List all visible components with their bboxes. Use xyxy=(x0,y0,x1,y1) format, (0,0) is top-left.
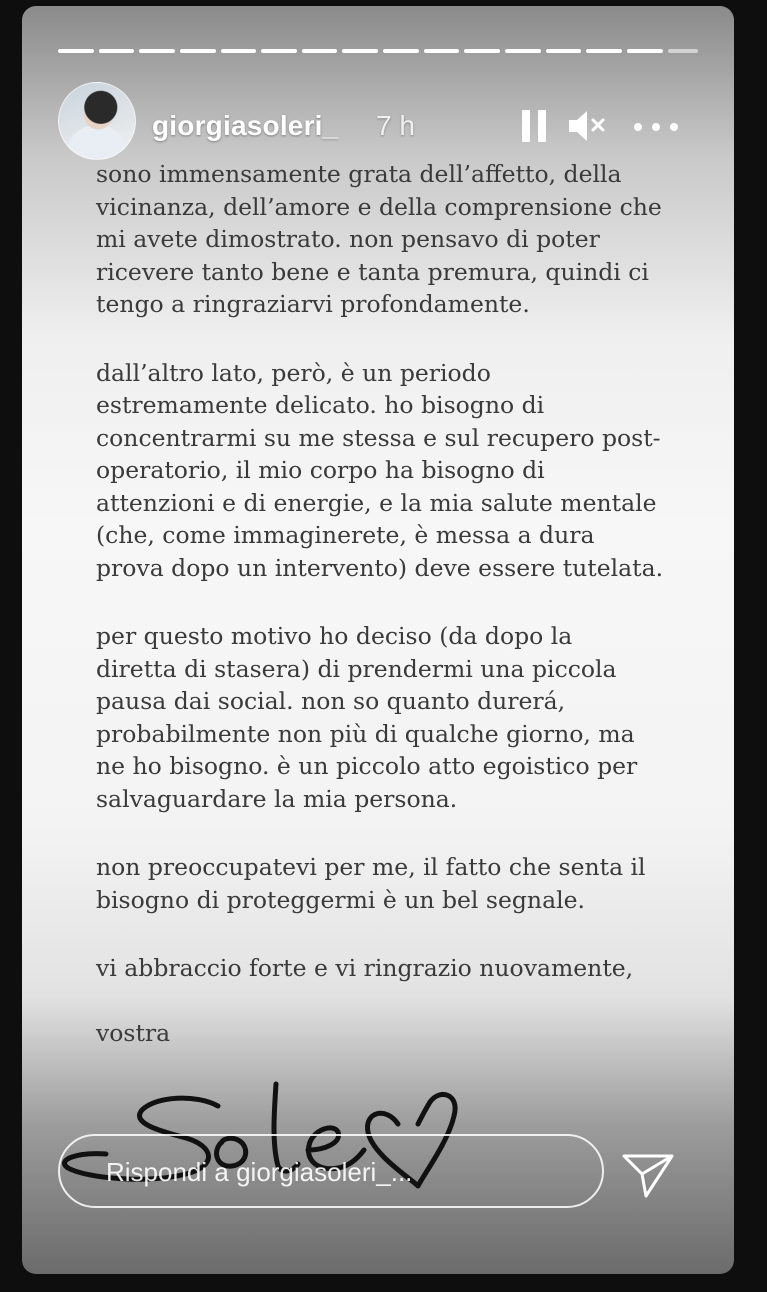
progress-segment xyxy=(546,49,582,53)
progress-segment xyxy=(221,49,257,53)
reply-input[interactable] xyxy=(106,1154,566,1190)
progress-segment xyxy=(58,49,94,53)
story-timestamp: 7 h xyxy=(376,110,415,141)
progress-segment xyxy=(302,49,338,53)
story-header xyxy=(58,82,708,168)
progress-segment xyxy=(180,49,216,53)
progress-segment xyxy=(424,49,460,53)
story-username[interactable]: giorgiasoleri_ xyxy=(152,110,339,141)
story-card[interactable] xyxy=(22,6,734,1274)
progress-segment xyxy=(586,49,622,53)
progress-segment xyxy=(505,49,541,53)
letter-closing: vi abbraccio forte e vi ringrazio nuovamente, xyxy=(96,954,634,982)
more-options-button[interactable] xyxy=(630,106,682,146)
mute-button[interactable] xyxy=(566,106,610,146)
progress-segment xyxy=(464,49,500,53)
progress-segment-current xyxy=(668,49,698,53)
send-icon xyxy=(618,1146,678,1202)
letter-sign-off: vostra xyxy=(96,1018,171,1047)
reply-field[interactable] xyxy=(58,1134,604,1208)
letter-paragraph: dall’altro lato, però, è un periodo estremamente delicato. ho bisogno di concentrarmi su me stessa e sul recupero post- operatorio, il mio corpo ha bisogno di attenzioni e di energie, e la mia salute mentale (che, come immaginerete, è messa a dura prova dopo un intervento) deve essere tutelata. xyxy=(96,358,664,582)
progress-segment xyxy=(99,49,135,53)
speaker-muted-icon xyxy=(566,106,610,146)
avatar[interactable] xyxy=(58,82,136,160)
progress-segment xyxy=(627,49,663,53)
send-button[interactable] xyxy=(618,1146,678,1202)
letter-paragraph: non preoccupatevi per me, il fatto che senta il bisogno di proteggermi è un bel segnale. xyxy=(96,853,646,914)
letter-paragraph: per questo motivo ho deciso (da dopo la diretta di stasera) di prendermi una piccola pausa dai social. non so quanto durerá, probabilmente non più di qualche giorno, ma ne ho bisogno. è un piccolo atto egoistico per salvaguardare la mia persona. xyxy=(96,622,638,813)
letter-paragraph: sono immensamente grata dell’affetto, della vicinanza, dell’amore e della comprensione che mi avete dimostrato. non pensavo di poter ricevere tanto bene e tanta premura, quindi ci tengo a ringraziarvi profondamente. xyxy=(96,160,662,318)
progress-segment xyxy=(383,49,419,53)
story-progress-bar xyxy=(58,49,698,57)
progress-segment xyxy=(261,49,297,53)
pause-button[interactable] xyxy=(520,106,550,146)
story-letter xyxy=(96,158,696,1049)
progress-segment xyxy=(139,49,175,53)
progress-segment xyxy=(342,49,378,53)
